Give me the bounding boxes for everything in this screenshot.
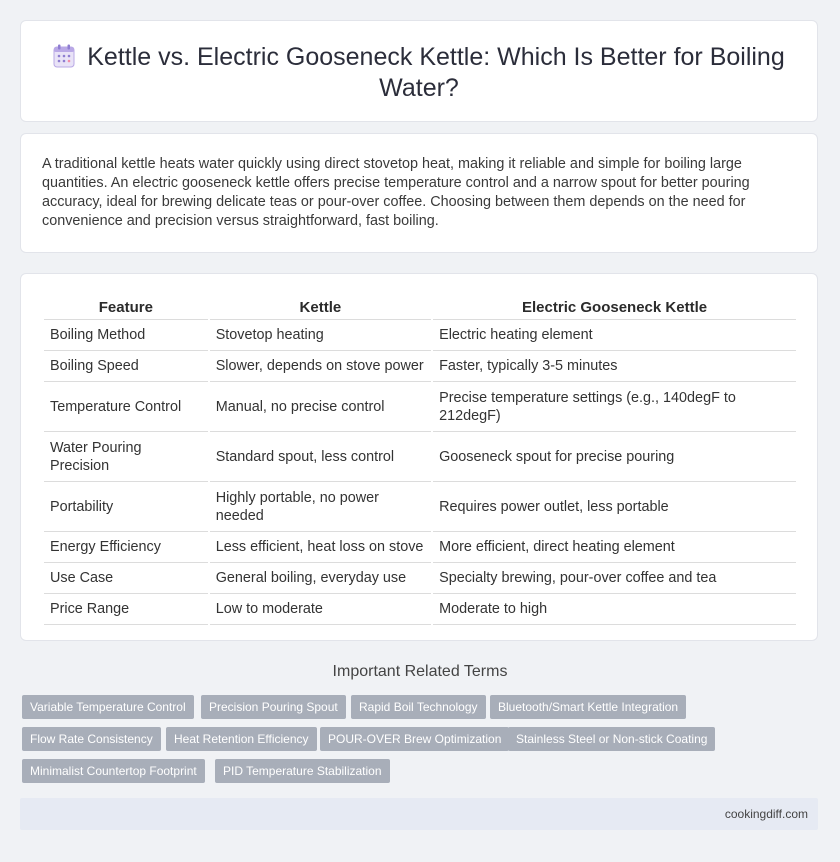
- tag-pour-over-brew-optimization[interactable]: POUR-OVER Brew Optimization: [320, 727, 509, 751]
- tag-stainless-steel-coating[interactable]: Stainless Steel or Non-stick Coating: [508, 727, 715, 751]
- tag-pid-temperature[interactable]: PID Temperature Stabilization: [215, 759, 390, 783]
- table-row: [44, 594, 796, 625]
- table-row: [44, 382, 796, 432]
- table-cell: General boiling, everyday use: [210, 563, 431, 594]
- table-row: [44, 432, 796, 482]
- comparison-card: [20, 273, 818, 641]
- table-cell: Portability: [44, 482, 208, 532]
- table-row: [44, 351, 796, 382]
- table-cell: Specialty brewing, pour-over coffee and tea: [433, 563, 796, 594]
- comparison-table: [42, 295, 798, 625]
- table-header-row: [44, 295, 796, 320]
- table-cell: Boiling Speed: [44, 351, 208, 382]
- table-cell: Energy Efficiency: [44, 532, 208, 563]
- table-cell: Low to moderate: [210, 594, 431, 625]
- table-row: [44, 482, 796, 532]
- table-cell: Manual, no precise control: [210, 382, 431, 432]
- table-cell: Water Pouring Precision: [44, 432, 208, 482]
- header-card: [20, 20, 818, 122]
- tag-precision-pouring-spout[interactable]: Precision Pouring Spout: [201, 695, 346, 719]
- intro-card: [20, 133, 818, 253]
- table-cell: Requires power outlet, less portable: [433, 482, 796, 532]
- footer: [20, 798, 818, 830]
- tag-flow-rate-consistency[interactable]: Flow Rate Consistency: [22, 727, 161, 751]
- related-terms-heading: Important Related Terms: [332, 663, 508, 680]
- table-cell: Faster, typically 3-5 minutes: [433, 351, 796, 382]
- tag-rapid-boil-technology[interactable]: Rapid Boil Technology: [351, 695, 486, 719]
- tag-minimalist-countertop[interactable]: Minimalist Countertop Footprint: [22, 759, 205, 783]
- table-cell: Precise temperature settings (e.g., 140degF to 212degF): [433, 382, 796, 432]
- table-cell: Standard spout, less control: [210, 432, 431, 482]
- calendar-icon: [53, 44, 75, 68]
- table-row: [44, 563, 796, 594]
- footer-site-link[interactable]: cookingdiff.com: [724, 807, 808, 821]
- table-cell: More efficient, direct heating element: [433, 532, 796, 563]
- table-row: [44, 320, 796, 351]
- tag-heat-retention-efficiency[interactable]: Heat Retention Efficiency: [166, 727, 317, 751]
- page-title: [21, 42, 817, 104]
- column-header-gooseneck: Electric Gooseneck Kettle: [433, 295, 796, 320]
- table-cell: Less efficient, heat loss on stove: [210, 532, 431, 563]
- table-cell: Price Range: [44, 594, 208, 625]
- table-cell: Electric heating element: [433, 320, 796, 351]
- tag-variable-temperature-control[interactable]: Variable Temperature Control: [22, 695, 194, 719]
- table-cell: Stovetop heating: [210, 320, 431, 351]
- table-cell: Boiling Method: [44, 320, 208, 351]
- page-title-text: Kettle vs. Electric Gooseneck Kettle: Which Is Better for Boiling Water?: [87, 43, 785, 102]
- intro-paragraph: A traditional kettle heats water quickly using direct stovetop heat, making it reliable and simple for boiling large quantities. An electric gooseneck kettle offers precise temperature control and a narrow spout for better pouring accuracy, ideal for brewing delicate teas or pour-over coffee. Choosing between them depends on the need for convenience and precision versus straightforward, fast boiling.: [42, 156, 750, 229]
- column-header-feature: Feature: [44, 295, 208, 320]
- table-cell: Moderate to high: [433, 594, 796, 625]
- table-cell: Slower, depends on stove power: [210, 351, 431, 382]
- column-header-kettle: Kettle: [210, 295, 431, 320]
- table-row: [44, 532, 796, 563]
- table-cell: Use Case: [44, 563, 208, 594]
- tag-bluetooth-smart-kettle[interactable]: Bluetooth/Smart Kettle Integration: [490, 695, 686, 719]
- table-cell: Gooseneck spout for precise pouring: [433, 432, 796, 482]
- table-cell: Temperature Control: [44, 382, 208, 432]
- table-cell: Highly portable, no power needed: [210, 482, 431, 532]
